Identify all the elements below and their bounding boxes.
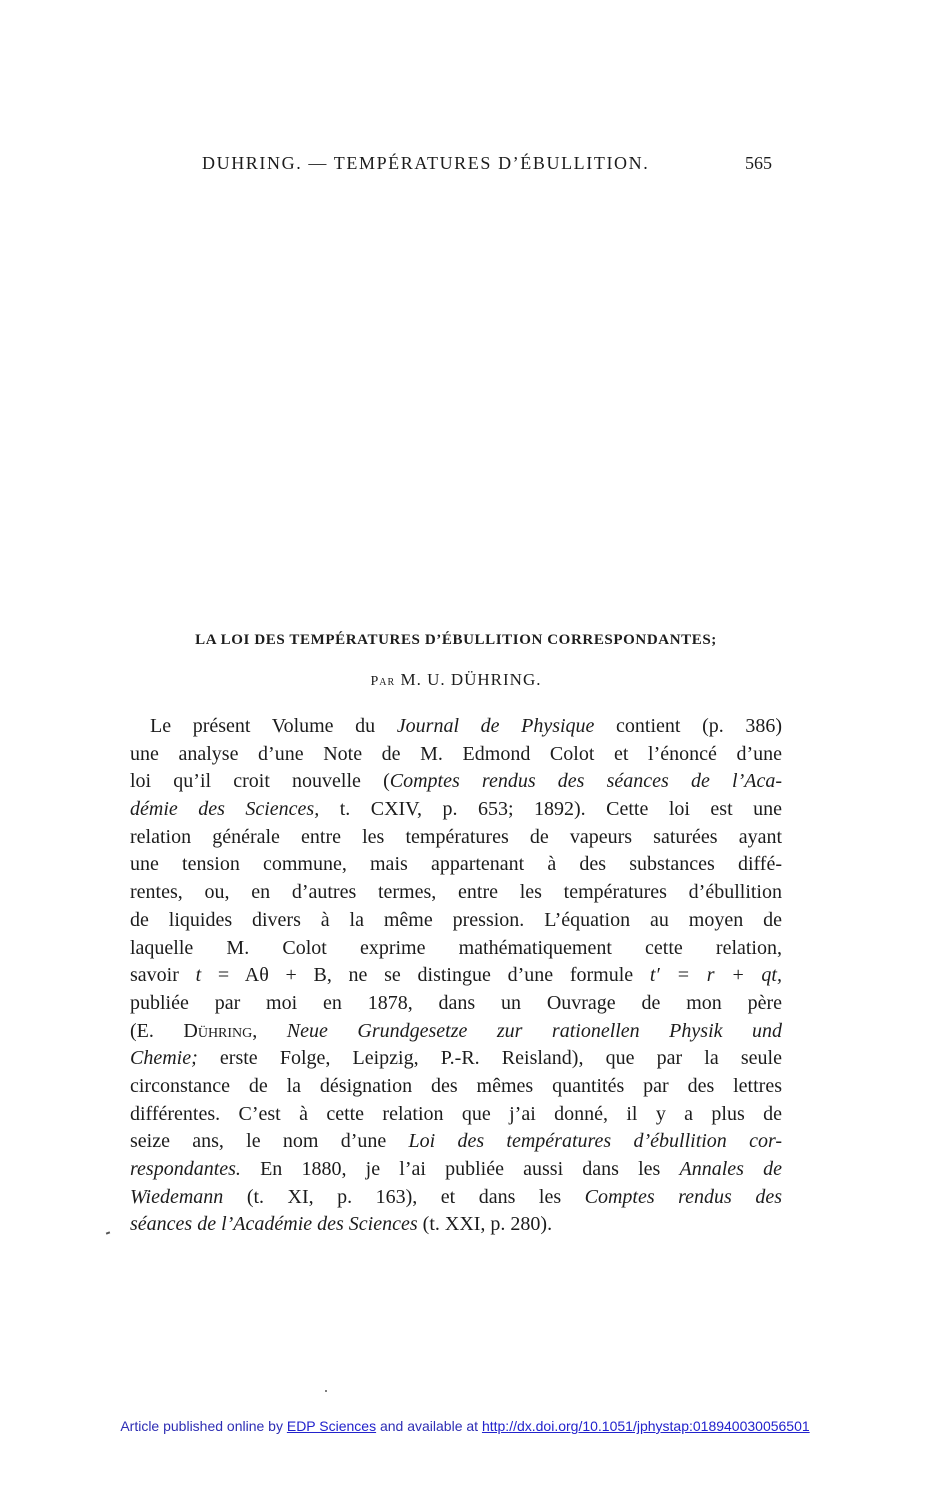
text-run: En 1880, je l’ai publiée aussi dans les (240, 1158, 680, 1180)
body-line (130, 879, 782, 907)
text-run: publiée par moi en 1878, dans un Ouvrage de mon père (130, 991, 782, 1014)
italic-text: Journal de Physique (396, 715, 595, 737)
italic-text: Chemie; (130, 1047, 198, 1070)
text-run: = Aθ + B, ne se distingue d’une formule (201, 964, 650, 987)
running-head-title: DUHRING. — TEMPÉRATURES D’ÉBULLITION. (202, 153, 650, 173)
italic-text: Comptes rendus des séances de l’Aca- (389, 770, 782, 793)
page-number: 565 (745, 153, 772, 173)
stray-ink-mark (106, 1231, 110, 1234)
italic-text: démie des Sciences, (130, 798, 320, 821)
text-run: t. CXIV, p. 653; 1892). Cette loi est une (319, 798, 782, 821)
text-run: erste Folge, Leipzig, P.-R. Reisland), que par la seule (197, 1047, 782, 1070)
text-run: différentes. C’est à cette relation que j’ai donné, il y a plus de (130, 1102, 782, 1125)
body-line (130, 1101, 782, 1129)
body-line (130, 935, 782, 963)
doi-link[interactable]: http://dx.doi.org/10.1051/jphystap:018940030056501 (481, 1418, 810, 1434)
stray-ink-dot (325, 1390, 327, 1392)
footer-middle: and available at (376, 1418, 482, 1434)
byline-prefix: Par (370, 674, 396, 689)
text-run: seize ans, le nom d’une (130, 1130, 409, 1153)
article-title: LA LOI DES TEMPÉRATURES D’ÉBULLITION CORRESPONDANTES; (195, 632, 717, 648)
body-line (130, 768, 782, 796)
italic-text: Comptes rendus des (584, 1185, 782, 1208)
italic-text: Neue Grundgesetze zur rationellen Physik und (286, 1019, 782, 1042)
text-run: une analyse d’une Note de M. Edmond Colot et l’énoncé d’une (130, 742, 782, 765)
body-line (130, 1184, 782, 1212)
body-line (130, 741, 782, 769)
running-head (130, 153, 782, 179)
italic-text: séances de l’Académie des Sciences (130, 1213, 418, 1236)
text-run: (E. (130, 1019, 184, 1042)
body-line (130, 1128, 782, 1156)
body-line (130, 796, 782, 824)
body-line (130, 1018, 782, 1046)
text-run: contient (p. 386) (594, 715, 783, 737)
footer-prefix: Article published online by (120, 1418, 287, 1434)
italic-text: Wiedemann (130, 1185, 224, 1208)
text-run: savoir (130, 964, 196, 987)
text-run: une tension commune, mais appartenant à des substances diffé- (130, 853, 782, 876)
body-line (130, 1073, 782, 1101)
italic-text: t (195, 964, 202, 987)
body-line (130, 1156, 782, 1184)
body-line (130, 962, 782, 990)
body-line (130, 990, 782, 1018)
text-run: de liquides divers à la même pression. L’équation au moyen de (130, 908, 782, 931)
text-run: loi qu’il croit nouvelle ( (130, 770, 390, 793)
byline (130, 670, 782, 690)
body-line (130, 1045, 782, 1073)
publisher-link[interactable]: EDP Sciences (286, 1418, 377, 1434)
publication-footer (0, 1418, 930, 1434)
article-body (130, 713, 782, 1239)
text-run: rentes, ou, en d’autres termes, entre les températures d’ébullition (130, 881, 782, 904)
text-run: Le présent Volume du (150, 715, 397, 737)
body-line (130, 851, 782, 879)
text-run: laquelle M. Colot exprime mathématiquement cette relation, (130, 936, 782, 959)
text-run: , (252, 1019, 287, 1042)
small-caps-text: Dühring (183, 1019, 253, 1042)
body-line (130, 1211, 782, 1239)
italic-text: Loi des températures d’ébullition cor- (408, 1130, 782, 1153)
author-name: M. U. DÜHRING. (400, 670, 542, 689)
body-line (130, 907, 782, 935)
body-line (130, 713, 782, 741)
text-run: (t. XI, p. 163), et dans les (223, 1185, 585, 1208)
italic-text: t′ = r + qt, (649, 964, 782, 987)
text-run: (t. XXI, p. 280). (417, 1213, 553, 1236)
text-run: relation générale entre les températures de vapeurs saturées ayant (130, 825, 782, 848)
body-line (130, 824, 782, 852)
text-run: circonstance de la désignation des mêmes quantités par des lettres (130, 1074, 782, 1097)
italic-text: respondantes. (130, 1158, 241, 1180)
italic-text: Annales de (679, 1158, 782, 1180)
